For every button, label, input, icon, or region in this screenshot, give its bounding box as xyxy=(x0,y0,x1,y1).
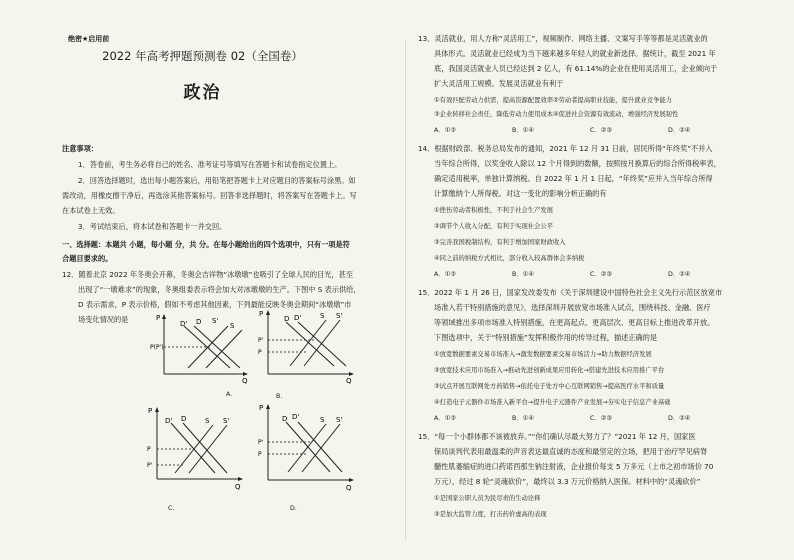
question-15b-text: 保局谈判代表用最温柔的声音表达最直诚的态度和最坚定的立场，把用于治疗罕见病脊 xyxy=(434,447,708,456)
svg-text:D: D xyxy=(284,315,290,323)
notes-item: 3．考试结束后，将本试卷和答题卡一并交回。 xyxy=(78,222,227,231)
notes-item: 1．答卷前，考生务必将自己的姓名、准考证号等填写在答题卡和试卷指定位置上。 xyxy=(78,160,342,169)
exam-title: 2022 年高考押题预测卷 02（全国卷） xyxy=(102,49,303,63)
graph-a xyxy=(150,312,250,384)
question-15-option: ④打造电子元器件市场准入新平台→提升电子元器件产业发展→夯实电子信息产业基础 xyxy=(434,399,671,406)
notes-item: 2．回答选择题时，选出每小题答案后，用铅笔把答题卡上对应题目的答案标号涂黑。如 xyxy=(78,176,356,185)
section-heading: 一、选择题：本题共 小题，每小题 分，共 分。在每小题给出的四个选项中，只有一项是符 xyxy=(62,240,350,249)
question-13-text: 13．灵活就业，用人方称“灵活用工”，视频制作、网络主播、文案写手等等都是灵活就业的 xyxy=(418,34,708,43)
graph-d xyxy=(256,402,356,492)
question-14-option: ④同之前的纳税方式相比，部分收入较高群体会多纳税 xyxy=(434,255,585,262)
question-15-choice-c: C．②③ xyxy=(590,415,612,422)
question-15-choice-b: B．①④ xyxy=(512,415,534,422)
svg-text:P: P xyxy=(147,446,151,453)
svg-text:D: D xyxy=(196,318,202,326)
question-14-choice-c: C．②③ xyxy=(590,271,612,278)
notes-heading: 注意事项： xyxy=(62,144,98,153)
question-13-text: 扩大灵活用工规模。发展灵活就业有利于 xyxy=(434,79,564,88)
question-13-choice-a: A．①③ xyxy=(434,127,456,134)
question-13-option: ③企业转移社会责任，降低劳动力使用成本④促进社会资源有效流动，增强经济发展韧性 xyxy=(434,111,679,118)
question-14-option: ①挫伤劳动者积极性，不利于社会生产发展 xyxy=(434,207,553,214)
question-14-text: 确定适用税率，单独计算纳税。自 2022 年 1 月 1 日起，“年终奖”应并入当年综合所得 xyxy=(434,174,713,183)
question-14-text: 14．根据财政部、税务总局发布的通知，2021 年 12 月 31 日前，居民所得“年终奖”不并入 xyxy=(418,144,713,153)
svg-text:P': P' xyxy=(258,337,264,344)
question-15b-option: ②是加大监管力度，打击药价虚高的表现 xyxy=(434,511,547,518)
question-14-text: 当年综合所得，以奖金收入除以 12 个月得到的数额，按照按月换算后的综合所得税率表， xyxy=(434,159,721,168)
svg-text:S: S xyxy=(230,322,235,330)
question-12-text: 场变化情况的是 xyxy=(78,315,129,324)
svg-text:D': D' xyxy=(165,417,173,425)
svg-text:S: S xyxy=(320,416,325,424)
section-heading-cont: 合题目要求的。 xyxy=(62,254,113,263)
question-12-text: D 表示需求，P 表示价格，假如不考虑其他因素，下列最能反映冬奥会期间“冰墩墩”市 xyxy=(78,300,352,309)
graph-b xyxy=(256,308,356,384)
svg-text:S': S' xyxy=(336,416,343,424)
svg-text:P: P xyxy=(148,407,153,415)
question-15b-text: 髓性肌萎缩症的进口药诺西那生钠注射液，企业报价每支 5 万多元（上市之初市场价 70 xyxy=(434,462,714,471)
question-13-text: 具体形式。灵活就业已经成为当下越来越多年轻人的就业新选择。据统计，截至 2021 年 xyxy=(434,49,716,58)
axis-q-label: Q xyxy=(242,377,248,384)
notes-item: 需改动，用橡皮擦干净后，再选涂其他答案标号。回答非选择题时，将答案写在答题卡上。写 xyxy=(62,191,357,200)
question-14-choice-d: D．②④ xyxy=(668,271,691,278)
question-15b-text: 万元），经过 8 轮“灵魂砍价”，最终以 3.3 万元价格纳入医保。材料中的“灵魂砍价” xyxy=(434,477,701,486)
svg-text:P': P' xyxy=(258,439,264,446)
svg-text:D': D' xyxy=(180,320,188,328)
question-15-option: ③试点开展互联网处方药销售→依托电子处方中心互联网销售→提高医疗水平和质量 xyxy=(434,383,665,390)
notes-item: 在本试卷上无效。 xyxy=(62,206,120,215)
svg-text:D': D' xyxy=(292,413,300,421)
question-15b-option: ①是国家公职人员为民尽责的生动诠释 xyxy=(434,495,541,502)
svg-text:P: P xyxy=(258,451,262,458)
question-15-choice-d: D．②④ xyxy=(668,415,691,422)
question-15-option: ②放宽技术应用市场准入→推动先进创新成果应用转化→搭建先进技术应用推广平台 xyxy=(434,367,665,374)
question-14-text: 计算缴纳个人所得税。对这一变化的影响分析正确的有 xyxy=(434,189,607,198)
svg-text:Q: Q xyxy=(346,484,352,492)
question-15-text: 等领域推出多项市场准入特别措施，在更高起点、更高层次、更高目标上推进改革开放。 xyxy=(434,318,715,327)
svg-text:S': S' xyxy=(336,312,343,320)
question-15-text: 场准入若干特别措施的意见》，选择深圳开展放宽市场准入试点，围绕科技、金融、医疗 xyxy=(434,303,711,312)
question-12-text: 12．随着北京 2022 年冬奥会开幕，冬奥会吉祥物“冰墩墩”也吸引了全球人民的目光，甚至 xyxy=(62,270,354,279)
svg-text:Q: Q xyxy=(235,483,241,491)
question-15-option: ①放宽数据要素交易市场准入→激发数据要素交易市场活力→助力数据经济发展 xyxy=(434,351,652,358)
svg-text:P: P xyxy=(259,404,264,412)
question-15b-text: 15．“每一个小群体都不该被放弃。”“你们确认尽最大努力了？”2021 年 12 月，国家医 xyxy=(418,432,696,441)
graph-label-c: C. xyxy=(168,505,175,512)
question-15-choice-a: A．①③ xyxy=(434,415,456,422)
column-divider xyxy=(405,40,406,540)
graph-label-b: B. xyxy=(276,393,283,400)
question-13-choice-b: B．①④ xyxy=(512,127,534,134)
svg-text:S': S' xyxy=(212,317,219,325)
question-12-text: 出现了“一墩难求”的现象，冬奥组委表示将会加大对冰墩墩的生产。下图中 S 表示供给， xyxy=(78,285,361,294)
question-14-choice-b: B．①④ xyxy=(512,271,534,278)
svg-text:S: S xyxy=(320,312,325,320)
question-14-option: ②调节个人收入分配，有利于实现社会公平 xyxy=(434,223,553,230)
svg-text:P: P xyxy=(259,310,264,318)
question-14-choice-a: A．①③ xyxy=(434,271,456,278)
confidential-mark: 绝密★启用前 xyxy=(68,35,110,43)
graph-label-a: A. xyxy=(226,391,233,398)
axis-p-label: P xyxy=(156,314,161,322)
question-15-text: 下图选项中，关于“特别措施”发挥积极作用的传导过程，描述正确的是 xyxy=(434,333,658,342)
svg-text:D: D xyxy=(282,415,288,423)
graph-c xyxy=(145,405,245,491)
graph-label-d: D. xyxy=(290,505,297,512)
svg-text:P': P' xyxy=(147,462,153,469)
question-13-text: 底，我国灵活就业人员已经达到 2 亿人，有 61.14%的企业在使用灵活用工，企业倾向于 xyxy=(434,64,718,73)
svg-text:Q: Q xyxy=(346,377,352,384)
svg-text:D': D' xyxy=(294,314,302,322)
svg-text:S: S xyxy=(205,417,210,425)
svg-text:P(P'): P(P') xyxy=(150,344,164,351)
svg-text:D: D xyxy=(181,415,187,423)
question-15-text: 15．2022 年 1 月 26 日，国家发改委发布《关于深圳建设中国特色社会主义先行示范区放宽市 xyxy=(418,288,723,297)
subject-title: 政治 xyxy=(183,83,222,103)
svg-text:S': S' xyxy=(223,417,230,425)
svg-text:P: P xyxy=(258,349,262,356)
question-13-choice-d: D．②④ xyxy=(668,127,691,134)
question-13-option: ①有效匹配劳动力供需，提高资源配置效率②劳动者提高职业技能，提升就业竞争能力 xyxy=(434,97,672,104)
question-14-option: ③完善我国税制结构，有利于增加国家财政收入 xyxy=(434,239,566,246)
question-13-choice-c: C．②③ xyxy=(590,127,612,134)
